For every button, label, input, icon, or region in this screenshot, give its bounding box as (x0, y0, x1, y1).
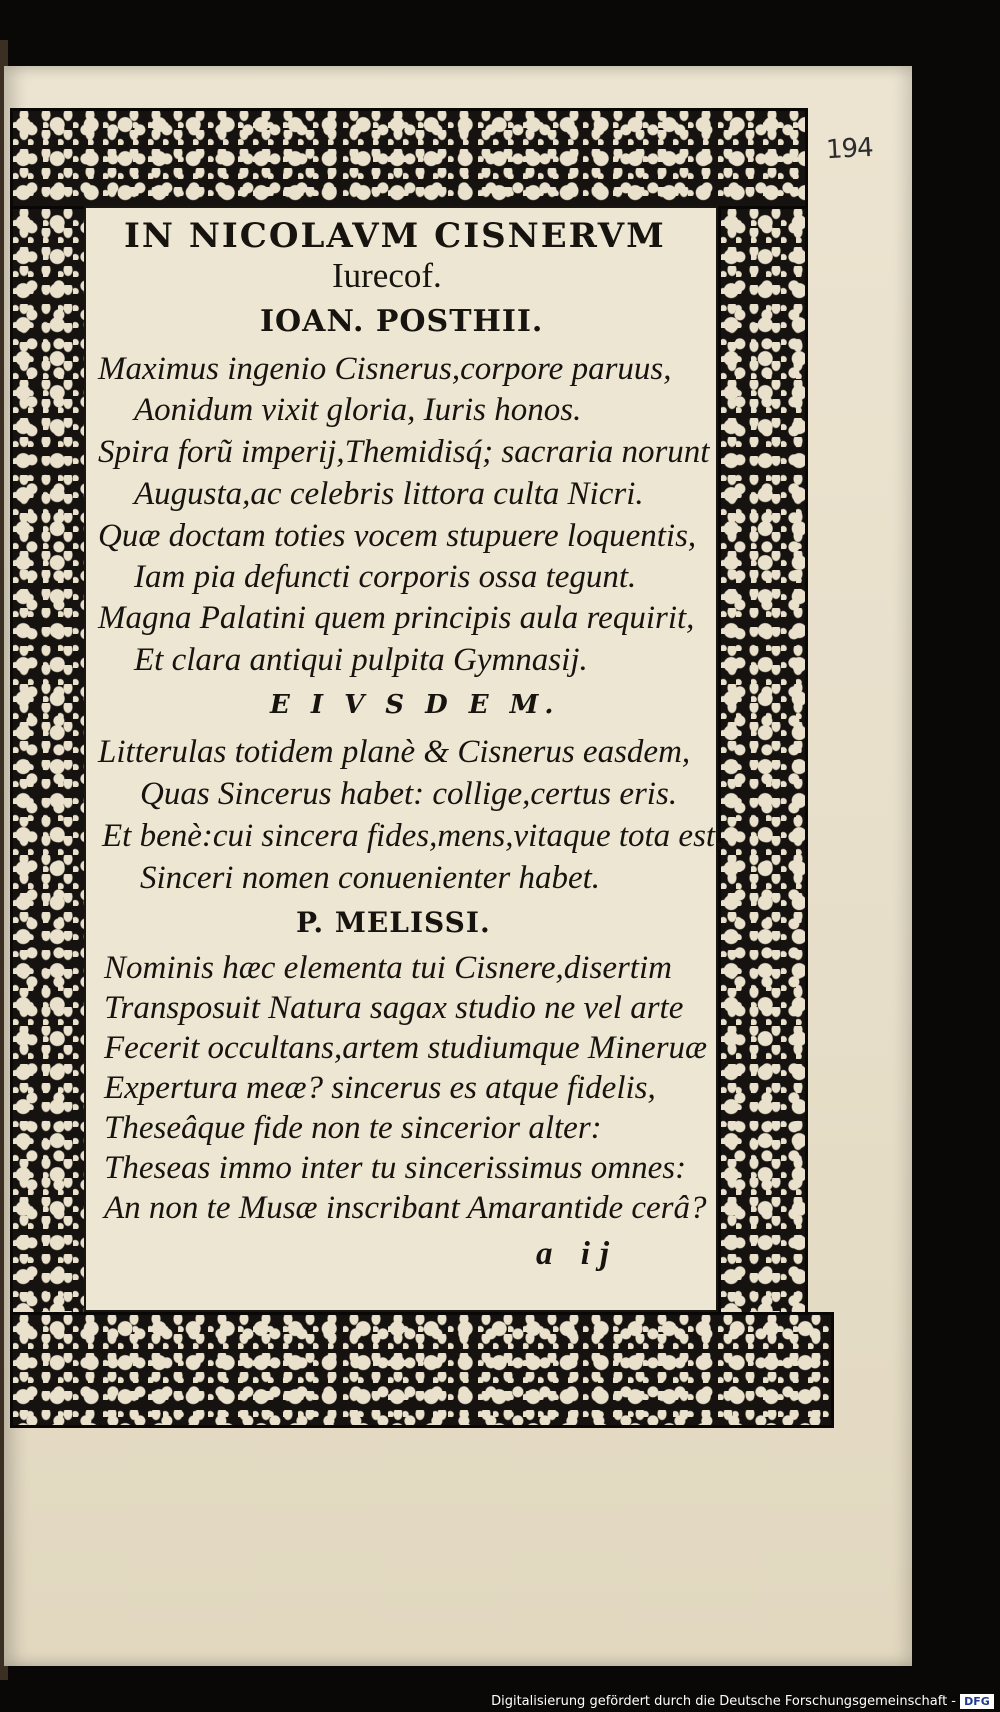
signature-mark: a ij (536, 1236, 620, 1272)
verse-line: Transposuit Natura sagax studio ne vel arte (104, 990, 684, 1026)
verse-line: Litterulas totidem planè & Cisnerus easdem, (98, 734, 691, 770)
verse-line: Quæ doctam toties vocem stupuere loquentis, (98, 518, 697, 554)
folio-number: 194 (825, 132, 874, 166)
heading-title: IN NICOLAVM CISNERVM (124, 216, 666, 256)
verse-line: An non te Musæ inscribant Amarantide cerâ? (104, 1190, 707, 1226)
verse-line: Theseas immo inter tu sincerissimus omnes: (104, 1150, 687, 1186)
verse-line: Augusta,ac celebris littora culta Nicri. (134, 476, 644, 512)
verse-line: Expertura meæ? sincerus es atque fidelis, (104, 1070, 656, 1106)
verse-line: Quas Sincerus habet: collige,certus eris. (140, 776, 678, 812)
text-panel (84, 206, 724, 1312)
section-title-posthii: IOAN. POSTHII. (260, 304, 544, 339)
footer-credit: Digitalisierung gefördert durch die Deutsche Forschungsgemeinschaft - (491, 1694, 956, 1709)
heading-subtitle: Iurecof. (332, 256, 442, 295)
dfg-logo: DFG (960, 1694, 994, 1709)
verse-line: Aonidum vixit gloria, Iuris honos. (134, 392, 582, 428)
verse-line: Magna Palatini quem principis aula requirit, (98, 600, 695, 636)
woodcut-border-bottom (10, 1312, 834, 1428)
verse-line: Maximus ingenio Cisnerus,corpore paruus, (98, 351, 672, 387)
woodcut-border-top (10, 108, 808, 212)
woodcut-border-left (10, 206, 90, 1318)
verse-line: Et benè:cui sincera fides,mens,vitaque tota est, (102, 818, 724, 854)
verse-line: Et clara antiqui pulpita Gymnasij. (134, 642, 588, 678)
verse-line: Nominis hæc elementa tui Cisnere,disertim (104, 950, 672, 986)
verse-line: Fecerit occultans,artem studiumque Mineruæ (104, 1030, 708, 1066)
verse-line: Sinceri nomen conuenienter habet. (140, 860, 601, 896)
verse-line: Spira forũ imperij,Themidisq́; sacraria norunt (98, 434, 710, 470)
verse-line: Theseâque fide non te sincerior alter: (104, 1110, 602, 1146)
section-title-eiusdem: E I V S D E M. (270, 690, 560, 720)
woodcut-border-right (718, 206, 808, 1318)
verse-line: Iam pia defuncti corporis ossa tegunt. (134, 559, 637, 595)
section-title-melissi: P. MELISSI. (296, 906, 491, 939)
